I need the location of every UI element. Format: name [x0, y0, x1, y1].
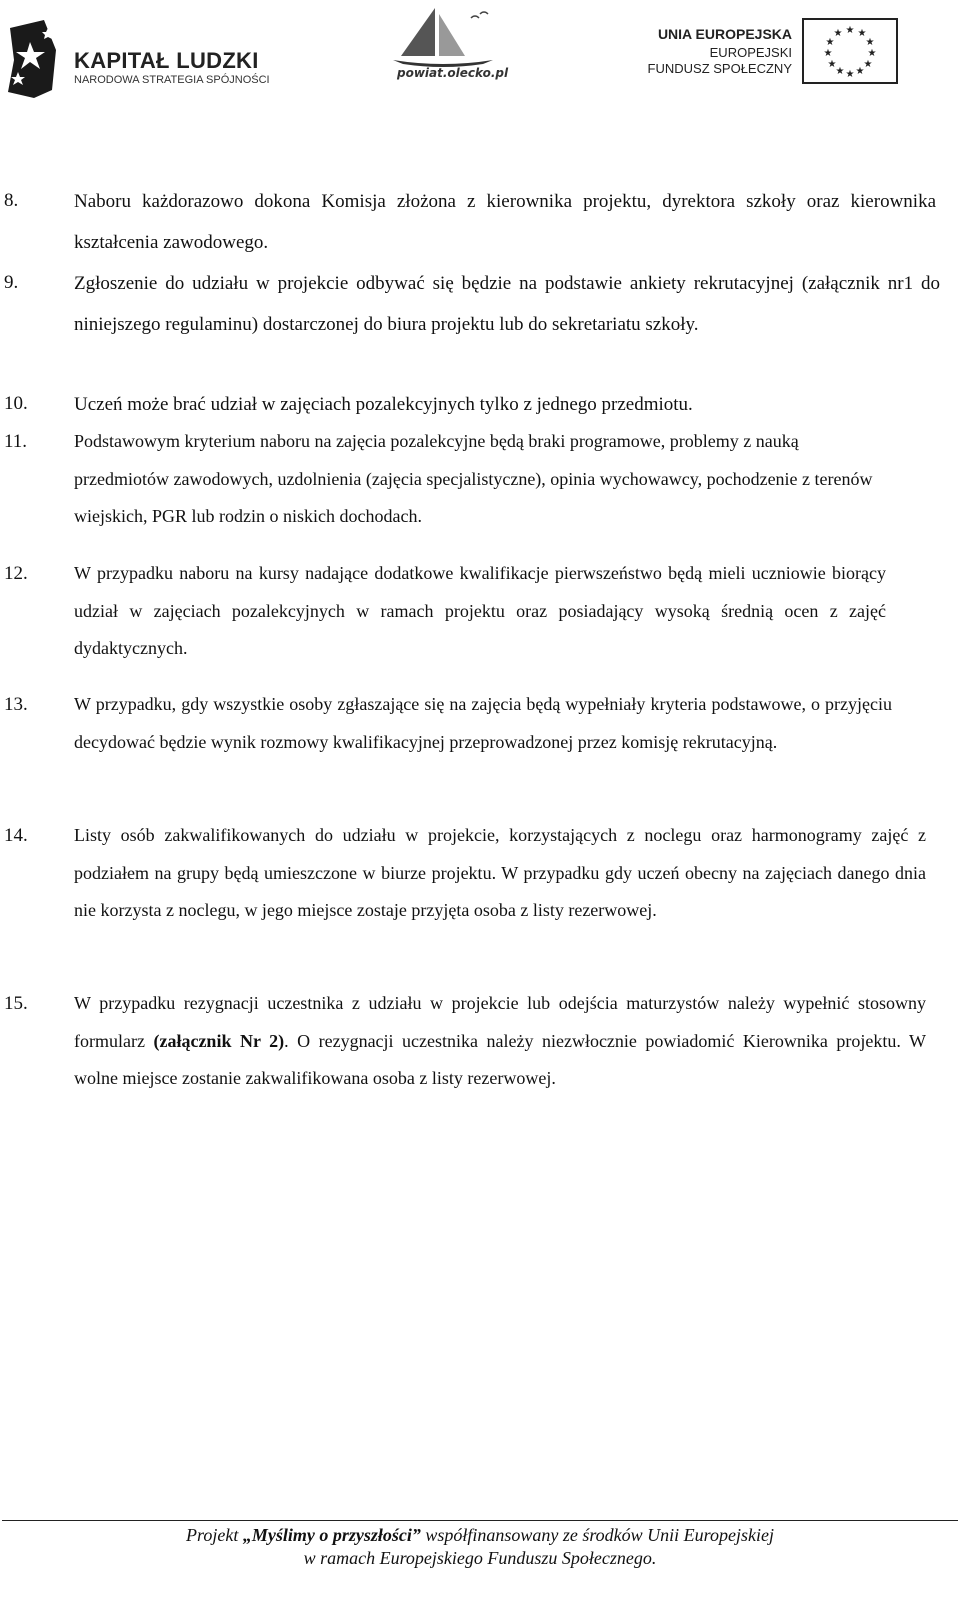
eu-line-1: UNIA EUROPEJSKA: [657, 26, 792, 42]
svg-text:★: ★: [833, 28, 843, 39]
footer-prefix: Projekt: [186, 1525, 243, 1545]
footer-line-1: [0, 1524, 960, 1547]
svg-text:★: ★: [855, 66, 865, 77]
item-text: Podstawowym kryterium naboru na zajęcia pozalekcyjne będą braki programowe, problemy z nauką przedmiotów zawodowych, uzdolnienia (zajęcia specjalistyczne), opinia wychowawcy, pochodzenie z terenów wiejskich, PGR lub rodzin o niskich dochodach.: [74, 431, 873, 526]
item-number: 10.: [4, 393, 28, 414]
item-text-part-2: . O rezygnacji uczestnika należy niezwłocznie powiadomić Kierownika projektu. W wolne miejsce zostanie zakwalifikowana osoba z listy rezerwowej.: [74, 1030, 926, 1088]
eu-line-2: EUROPEJSKI: [709, 45, 792, 60]
svg-text:★: ★: [867, 48, 877, 59]
kapital-ludzki-subtitle: NARODOWA STRATEGIA SPÓJNOŚCI: [74, 74, 270, 86]
eu-flag-icon: [802, 18, 898, 84]
powiat-olecko-logo: [383, 4, 508, 92]
eu-logo: [647, 18, 910, 98]
footer-suffix: współfinansowany ze środków Unii Europejskiej: [420, 1525, 774, 1545]
svg-text:★: ★: [823, 48, 833, 59]
page-header: [0, 0, 960, 110]
item-text: [74, 985, 926, 1098]
page-footer: [0, 1524, 960, 1570]
footer-line-2: w ramach Europejskiego Funduszu Społecznego.: [303, 1548, 657, 1568]
svg-text:★: ★: [845, 69, 855, 80]
eu-line-3: FUNDUSZ SPOŁECZNY: [647, 61, 792, 76]
item-number: 13.: [4, 694, 28, 715]
item-number: 15.: [4, 993, 28, 1014]
svg-text:★: ★: [835, 66, 845, 77]
svg-text:★: ★: [825, 37, 835, 48]
item-number: 9.: [4, 272, 19, 293]
item-text: W przypadku naboru na kursy nadające dodatkowe kwalifikacje pierwszeństwo będą mieli uczniowie biorący udział w zajęciach pozalekcyjnych w ramach projektu oraz posiadający wysoką średnią ocen z zajęć dydaktycznych.: [74, 563, 886, 658]
svg-text:★: ★: [845, 25, 855, 36]
item-number: 14.: [4, 825, 28, 846]
svg-text:★: ★: [865, 37, 875, 48]
kapital-ludzki-star-icon: [4, 20, 66, 100]
item-text: Listy osób zakwalifikowanych do udziału w projekcie, korzystających z noclegu oraz harmonogramy zajęć z podziałem na grupy będą umieszczone w biurze projektu. W przypadku gdy uczeń obecny na zajęciach danego dnia nie korzysta z noclegu, w jego miejsce zostaje przyjęta osoba z listy rezerwowej.: [74, 825, 926, 920]
sailboat-icon: [383, 4, 508, 74]
svg-text:★: ★: [863, 59, 873, 70]
item-number: 12.: [4, 563, 28, 584]
kapital-ludzki-title: KAPITAŁ LUDZKI: [74, 48, 259, 73]
item-number: 11.: [4, 431, 28, 452]
footer-project-name: „Myślimy o przyszłości”: [242, 1525, 421, 1545]
item-text: Naboru każdorazowo dokona Komisja złożona z kierownika projektu, dyrektora szkoły oraz kierownika kształcenia zawodowego.: [74, 191, 936, 253]
attachment-reference: (załącznik Nr 2): [153, 1030, 285, 1051]
item-text: Uczeń może brać udział w zajęciach pozalekcyjnych tylko z jednego przedmiotu.: [74, 394, 693, 415]
item-number: 8.: [4, 190, 19, 211]
svg-text:★: ★: [827, 59, 837, 70]
item-text: Zgłoszenie do udziału w projekcie odbywać się będzie na podstawie ankiety rekrutacyjnej (załącznik nr1 do niniejszego regulaminu) dostarczonej do biura projektu lub do sekretariatu szkoły.: [74, 273, 940, 335]
kapital-ludzki-logo: [4, 20, 270, 100]
powiat-olecko-text: powiat.olecko.pl: [397, 66, 509, 80]
item-text: W przypadku, gdy wszystkie osoby zgłaszające się na zajęcia będą wypełniały kryteria podstawowe, o przyjęciu decydować będzie wynik rozmowy kwalifikacyjnej przeprowadzonej przez komisję rekrutacyjną.: [74, 694, 892, 752]
svg-text:★: ★: [857, 28, 867, 39]
item-text-part-1: W przypadku rezygnacji uczestnika z udziału w projekcie lub odejścia maturzystów należy wypełnić stosowny formularz: [74, 993, 926, 1051]
footer-divider: [2, 1520, 958, 1521]
